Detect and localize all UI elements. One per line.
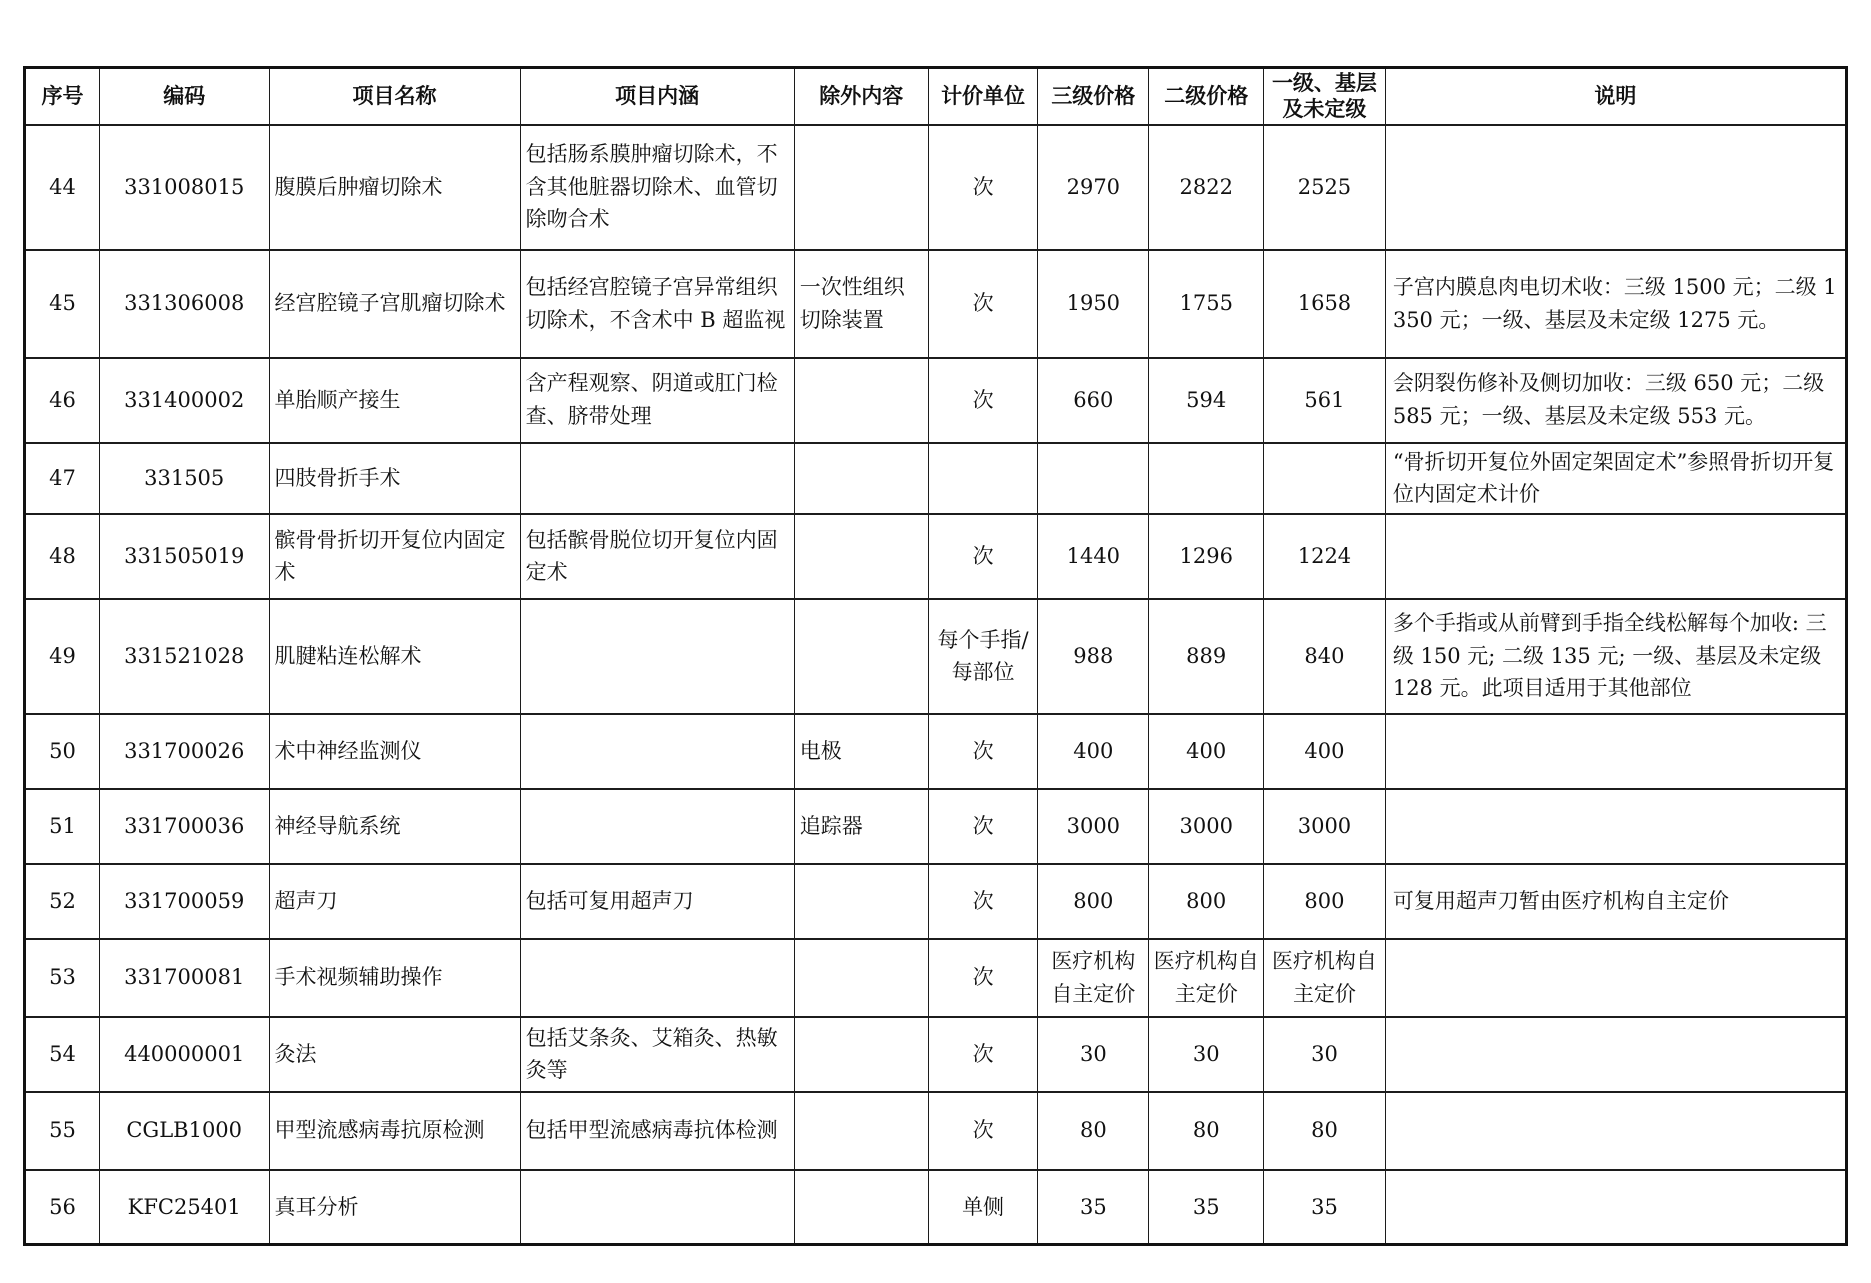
medical-price-table bbox=[23, 66, 1848, 1246]
cell-note: 可复用超声刀暂由医疗机构自主定价 bbox=[1385, 864, 1846, 939]
cell-content: 包括艾条灸、艾箱灸、热敏灸等 bbox=[520, 1017, 794, 1092]
column-header-excluded: 除外内容 bbox=[794, 68, 928, 125]
cell-name: 真耳分析 bbox=[269, 1170, 520, 1245]
cell-content bbox=[520, 443, 794, 514]
cell-unit: 次 bbox=[928, 1092, 1037, 1170]
cell-price1: 1658 bbox=[1264, 250, 1386, 358]
cell-unit bbox=[928, 443, 1037, 514]
cell-content bbox=[520, 789, 794, 864]
cell-price2: 400 bbox=[1149, 714, 1264, 789]
cell-unit: 次 bbox=[928, 358, 1037, 443]
cell-unit: 次 bbox=[928, 1017, 1037, 1092]
cell-price3: 2970 bbox=[1038, 125, 1149, 250]
cell-name: 肌腱粘连松解术 bbox=[269, 599, 520, 714]
cell-code: CGLB1000 bbox=[99, 1092, 269, 1170]
table-row bbox=[25, 443, 1847, 514]
cell-unit: 次 bbox=[928, 514, 1037, 599]
cell-index: 53 bbox=[25, 939, 100, 1017]
table-row bbox=[25, 939, 1847, 1017]
table-row bbox=[25, 514, 1847, 599]
table-row bbox=[25, 1092, 1847, 1170]
cell-code: 331505019 bbox=[99, 514, 269, 599]
cell-price3: 800 bbox=[1038, 864, 1149, 939]
cell-name: 手术视频辅助操作 bbox=[269, 939, 520, 1017]
cell-note bbox=[1385, 1092, 1846, 1170]
table-row bbox=[25, 599, 1847, 714]
cell-code: 331521028 bbox=[99, 599, 269, 714]
cell-code: 331700026 bbox=[99, 714, 269, 789]
cell-price2: 3000 bbox=[1149, 789, 1264, 864]
cell-unit: 次 bbox=[928, 789, 1037, 864]
cell-name: 超声刀 bbox=[269, 864, 520, 939]
cell-price3: 3000 bbox=[1038, 789, 1149, 864]
cell-unit: 单侧 bbox=[928, 1170, 1037, 1245]
cell-index: 48 bbox=[25, 514, 100, 599]
cell-unit: 次 bbox=[928, 250, 1037, 358]
cell-name: 单胎顺产接生 bbox=[269, 358, 520, 443]
cell-price1: 30 bbox=[1264, 1017, 1386, 1092]
cell-price2 bbox=[1149, 443, 1264, 514]
cell-excluded bbox=[794, 358, 928, 443]
cell-excluded: 电极 bbox=[794, 714, 928, 789]
cell-price2: 2822 bbox=[1149, 125, 1264, 250]
cell-excluded bbox=[794, 864, 928, 939]
cell-name: 甲型流感病毒抗原检测 bbox=[269, 1092, 520, 1170]
cell-excluded bbox=[794, 514, 928, 599]
column-header-price1: 一级、基层及未定级 bbox=[1264, 68, 1386, 125]
column-header-price2: 二级价格 bbox=[1149, 68, 1264, 125]
column-header-price3: 三级价格 bbox=[1038, 68, 1149, 125]
column-header-unit: 计价单位 bbox=[928, 68, 1037, 125]
cell-code: 331700081 bbox=[99, 939, 269, 1017]
cell-excluded: 追踪器 bbox=[794, 789, 928, 864]
cell-excluded bbox=[794, 125, 928, 250]
cell-price3: 1950 bbox=[1038, 250, 1149, 358]
cell-price2: 30 bbox=[1149, 1017, 1264, 1092]
cell-name: 四肢骨折手术 bbox=[269, 443, 520, 514]
cell-code: 331008015 bbox=[99, 125, 269, 250]
cell-price1: 医疗机构自主定价 bbox=[1264, 939, 1386, 1017]
cell-content: 含产程观察、阴道或肛门检查、脐带处理 bbox=[520, 358, 794, 443]
cell-code: 331505 bbox=[99, 443, 269, 514]
cell-price2: 800 bbox=[1149, 864, 1264, 939]
cell-name: 神经导航系统 bbox=[269, 789, 520, 864]
cell-content bbox=[520, 1170, 794, 1245]
cell-unit: 次 bbox=[928, 864, 1037, 939]
cell-note bbox=[1385, 514, 1846, 599]
cell-index: 45 bbox=[25, 250, 100, 358]
cell-excluded bbox=[794, 1017, 928, 1092]
cell-name: 经宫腔镜子宫肌瘤切除术 bbox=[269, 250, 520, 358]
cell-excluded bbox=[794, 939, 928, 1017]
table-row bbox=[25, 125, 1847, 250]
cell-unit: 次 bbox=[928, 939, 1037, 1017]
cell-price1: 561 bbox=[1264, 358, 1386, 443]
table-row bbox=[25, 1170, 1847, 1245]
column-header-name: 项目名称 bbox=[269, 68, 520, 125]
cell-price3: 80 bbox=[1038, 1092, 1149, 1170]
cell-name: 术中神经监测仪 bbox=[269, 714, 520, 789]
cell-content bbox=[520, 714, 794, 789]
table-row bbox=[25, 358, 1847, 443]
cell-note: 会阴裂伤修补及侧切加收：三级 650 元；二级 585 元；一级、基层及未定级 553 元。 bbox=[1385, 358, 1846, 443]
cell-index: 47 bbox=[25, 443, 100, 514]
table-row bbox=[25, 714, 1847, 789]
cell-price3: 1440 bbox=[1038, 514, 1149, 599]
table-body bbox=[25, 125, 1847, 1245]
cell-price3: 988 bbox=[1038, 599, 1149, 714]
cell-price3: 30 bbox=[1038, 1017, 1149, 1092]
cell-excluded bbox=[794, 1170, 928, 1245]
cell-price1 bbox=[1264, 443, 1386, 514]
cell-price3: 医疗机构自主定价 bbox=[1038, 939, 1149, 1017]
cell-price1: 35 bbox=[1264, 1170, 1386, 1245]
cell-note bbox=[1385, 714, 1846, 789]
cell-price2: 35 bbox=[1149, 1170, 1264, 1245]
cell-note: 子宫内膜息肉电切术收：三级 1500 元；二级 1350 元；一级、基层及未定级 1275 元。 bbox=[1385, 250, 1846, 358]
cell-note bbox=[1385, 1017, 1846, 1092]
cell-note bbox=[1385, 125, 1846, 250]
cell-unit: 次 bbox=[928, 714, 1037, 789]
cell-excluded: 一次性组织切除装置 bbox=[794, 250, 928, 358]
cell-note: “骨折切开复位外固定架固定术”参照骨折切开复位内固定术计价 bbox=[1385, 443, 1846, 514]
cell-price2: 医疗机构自主定价 bbox=[1149, 939, 1264, 1017]
cell-content bbox=[520, 939, 794, 1017]
cell-price3: 35 bbox=[1038, 1170, 1149, 1245]
cell-name: 腹膜后肿瘤切除术 bbox=[269, 125, 520, 250]
cell-price2: 594 bbox=[1149, 358, 1264, 443]
cell-price1: 2525 bbox=[1264, 125, 1386, 250]
cell-price1: 400 bbox=[1264, 714, 1386, 789]
cell-code: 331400002 bbox=[99, 358, 269, 443]
cell-code: 440000001 bbox=[99, 1017, 269, 1092]
cell-content: 包括经宫腔镜子宫异常组织切除术，不含术中 B 超监视 bbox=[520, 250, 794, 358]
header-row bbox=[25, 68, 1847, 125]
cell-index: 51 bbox=[25, 789, 100, 864]
column-header-content: 项目内涵 bbox=[520, 68, 794, 125]
table-row bbox=[25, 864, 1847, 939]
cell-index: 54 bbox=[25, 1017, 100, 1092]
cell-content: 包括甲型流感病毒抗体检测 bbox=[520, 1092, 794, 1170]
cell-note: 多个手指或从前臂到手指全线松解每个加收: 三级 150 元; 二级 135 元; 一级、基层及未定级 128 元。此项目适用于其他部位 bbox=[1385, 599, 1846, 714]
column-header-index: 序号 bbox=[25, 68, 100, 125]
cell-price2: 1296 bbox=[1149, 514, 1264, 599]
cell-index: 52 bbox=[25, 864, 100, 939]
cell-excluded bbox=[794, 1092, 928, 1170]
cell-index: 44 bbox=[25, 125, 100, 250]
cell-unit: 每个手指/每部位 bbox=[928, 599, 1037, 714]
cell-price1: 840 bbox=[1264, 599, 1386, 714]
cell-index: 55 bbox=[25, 1092, 100, 1170]
cell-price2: 1755 bbox=[1149, 250, 1264, 358]
cell-price1: 3000 bbox=[1264, 789, 1386, 864]
cell-index: 46 bbox=[25, 358, 100, 443]
cell-index: 50 bbox=[25, 714, 100, 789]
cell-price3: 660 bbox=[1038, 358, 1149, 443]
cell-price3: 400 bbox=[1038, 714, 1149, 789]
table-row bbox=[25, 250, 1847, 358]
cell-note bbox=[1385, 1170, 1846, 1245]
cell-excluded bbox=[794, 599, 928, 714]
cell-content bbox=[520, 599, 794, 714]
column-header-code: 编码 bbox=[99, 68, 269, 125]
cell-index: 49 bbox=[25, 599, 100, 714]
cell-price1: 1224 bbox=[1264, 514, 1386, 599]
table-row bbox=[25, 789, 1847, 864]
cell-code: 331306008 bbox=[99, 250, 269, 358]
cell-content: 包括髌骨脱位切开复位内固定术 bbox=[520, 514, 794, 599]
cell-note bbox=[1385, 789, 1846, 864]
cell-unit: 次 bbox=[928, 125, 1037, 250]
cell-content: 包括可复用超声刀 bbox=[520, 864, 794, 939]
cell-excluded bbox=[794, 443, 928, 514]
cell-index: 56 bbox=[25, 1170, 100, 1245]
cell-code: 331700059 bbox=[99, 864, 269, 939]
column-header-note: 说明 bbox=[1385, 68, 1846, 125]
cell-name: 髌骨骨折切开复位内固定术 bbox=[269, 514, 520, 599]
cell-note bbox=[1385, 939, 1846, 1017]
cell-price2: 80 bbox=[1149, 1092, 1264, 1170]
cell-code: 331700036 bbox=[99, 789, 269, 864]
cell-name: 灸法 bbox=[269, 1017, 520, 1092]
cell-code: KFC25401 bbox=[99, 1170, 269, 1245]
cell-price1: 80 bbox=[1264, 1092, 1386, 1170]
table-row bbox=[25, 1017, 1847, 1092]
cell-price3 bbox=[1038, 443, 1149, 514]
table-header bbox=[25, 68, 1847, 125]
cell-content: 包括肠系膜肿瘤切除术，不含其他脏器切除术、血管切除吻合术 bbox=[520, 125, 794, 250]
cell-price1: 800 bbox=[1264, 864, 1386, 939]
cell-price2: 889 bbox=[1149, 599, 1264, 714]
